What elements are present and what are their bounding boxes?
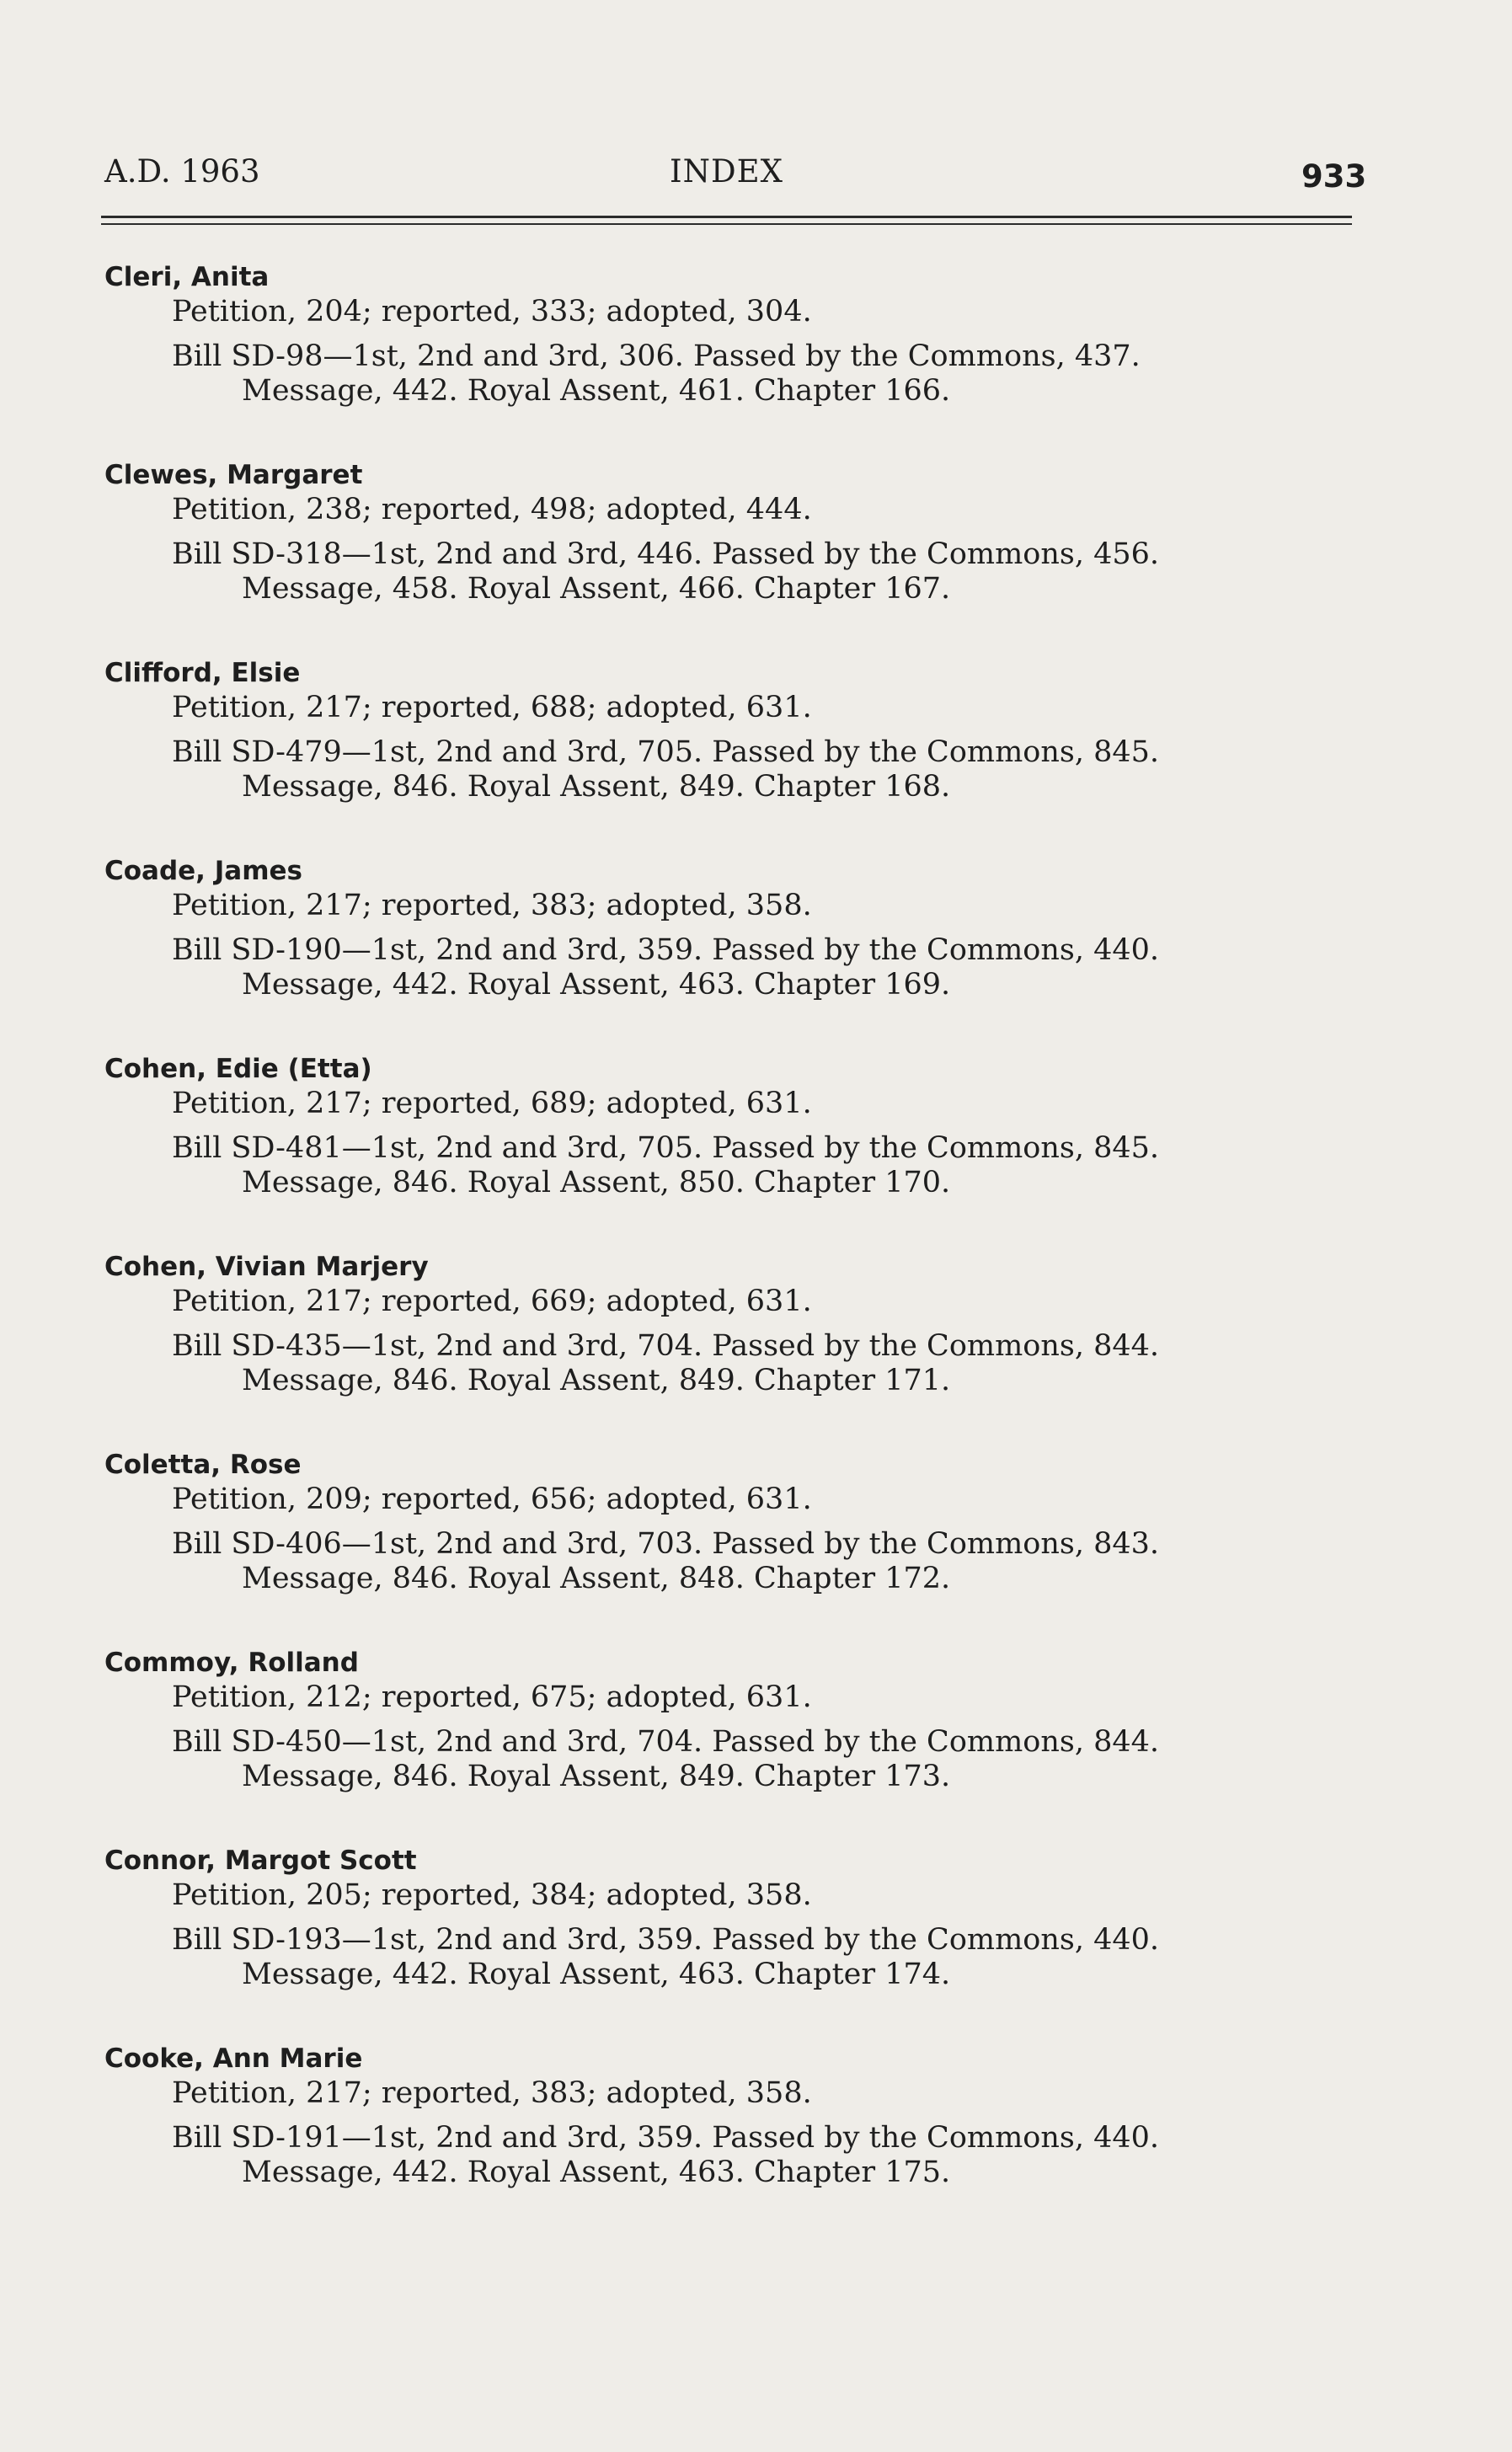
entry-petition: Petition, 209; reported, 656; adopted, 631.	[172, 1482, 812, 1516]
entry-bill: Bill SD-193—1st, 2nd and 3rd, 359. Passed by the Commons, 440.	[172, 1923, 1160, 1957]
entry-message: Message, 846. Royal Assent, 849. Chapter 171.	[242, 1364, 951, 1397]
entry-name: Cleri, Anita	[104, 262, 270, 292]
entry-name: Cooke, Ann Marie	[104, 2043, 363, 2074]
index-entry	[94, 1249, 1358, 1447]
entry-name: Coade, James	[104, 856, 302, 886]
entry-petition: Petition, 217; reported, 383; adopted, 358.	[172, 889, 812, 922]
entry-message: Message, 442. Royal Assent, 463. Chapter 174.	[242, 1958, 951, 1991]
entry-bill: Bill SD-98—1st, 2nd and 3rd, 306. Passed by the Commons, 437.	[172, 339, 1141, 373]
entry-name: Clifford, Elsie	[104, 658, 301, 688]
entry-petition: Petition, 238; reported, 498; adopted, 444.	[172, 493, 812, 526]
header-rule-bottom	[101, 223, 1352, 225]
header-year: A.D. 1963	[104, 153, 260, 190]
entry-petition: Petition, 217; reported, 688; adopted, 631.	[172, 691, 812, 724]
entry-message: Message, 442. Royal Assent, 461. Chapter 166.	[242, 374, 951, 408]
page-number: 933	[1301, 158, 1367, 195]
index-entry	[94, 655, 1358, 853]
entry-bill: Bill SD-318—1st, 2nd and 3rd, 446. Passed by the Commons, 456.	[172, 537, 1160, 571]
entry-petition: Petition, 205; reported, 384; adopted, 358.	[172, 1878, 812, 1912]
entry-name: Cohen, Vivian Marjery	[104, 1252, 429, 1282]
index-entry	[94, 1843, 1358, 2041]
index-entry	[94, 1447, 1358, 1645]
entry-message: Message, 458. Royal Assent, 466. Chapter 167.	[242, 572, 951, 606]
index-entry	[94, 457, 1358, 655]
entry-petition: Petition, 212; reported, 675; adopted, 631.	[172, 1680, 812, 1714]
entry-message: Message, 846. Royal Assent, 849. Chapter 168.	[242, 770, 951, 804]
index-entry	[94, 2041, 1358, 2239]
entry-bill: Bill SD-435—1st, 2nd and 3rd, 704. Passed by the Commons, 844.	[172, 1329, 1160, 1363]
entry-bill: Bill SD-450—1st, 2nd and 3rd, 704. Passed by the Commons, 844.	[172, 1725, 1160, 1759]
entry-message: Message, 846. Royal Assent, 850. Chapter 170.	[242, 1166, 951, 1199]
entry-name: Clewes, Margaret	[104, 460, 363, 490]
entry-name: Connor, Margot Scott	[104, 1846, 417, 1876]
entry-bill: Bill SD-479—1st, 2nd and 3rd, 705. Passed by the Commons, 845.	[172, 735, 1160, 769]
entry-bill: Bill SD-406—1st, 2nd and 3rd, 703. Passed by the Commons, 843.	[172, 1527, 1160, 1561]
header-rule-top	[101, 216, 1352, 218]
entry-message: Message, 846. Royal Assent, 849. Chapter 173.	[242, 1760, 951, 1793]
entry-message: Message, 442. Royal Assent, 463. Chapter 175.	[242, 2156, 951, 2189]
header-title: INDEX	[670, 153, 784, 190]
entry-bill: Bill SD-191—1st, 2nd and 3rd, 359. Passed by the Commons, 440.	[172, 2121, 1160, 2155]
entry-petition: Petition, 204; reported, 333; adopted, 304.	[172, 295, 812, 329]
entry-petition: Petition, 217; reported, 689; adopted, 631.	[172, 1087, 812, 1120]
page-header	[0, 153, 1512, 204]
entry-name: Coletta, Rose	[104, 1450, 302, 1480]
entry-name: Cohen, Edie (Etta)	[104, 1054, 372, 1084]
entry-bill: Bill SD-481—1st, 2nd and 3rd, 705. Passed by the Commons, 845.	[172, 1131, 1160, 1165]
index-entry	[94, 1645, 1358, 1843]
entry-message: Message, 846. Royal Assent, 848. Chapter 172.	[242, 1562, 951, 1595]
entry-name: Commoy, Rolland	[104, 1648, 359, 1678]
index-entry	[94, 1051, 1358, 1249]
entry-petition: Petition, 217; reported, 383; adopted, 358.	[172, 2076, 812, 2110]
entry-petition: Petition, 217; reported, 669; adopted, 631.	[172, 1285, 812, 1318]
index-entry	[94, 259, 1358, 457]
entry-bill: Bill SD-190—1st, 2nd and 3rd, 359. Passed by the Commons, 440.	[172, 933, 1160, 967]
entry-message: Message, 442. Royal Assent, 463. Chapter 169.	[242, 968, 951, 1002]
index-entries	[94, 259, 1358, 2239]
index-entry	[94, 853, 1358, 1051]
